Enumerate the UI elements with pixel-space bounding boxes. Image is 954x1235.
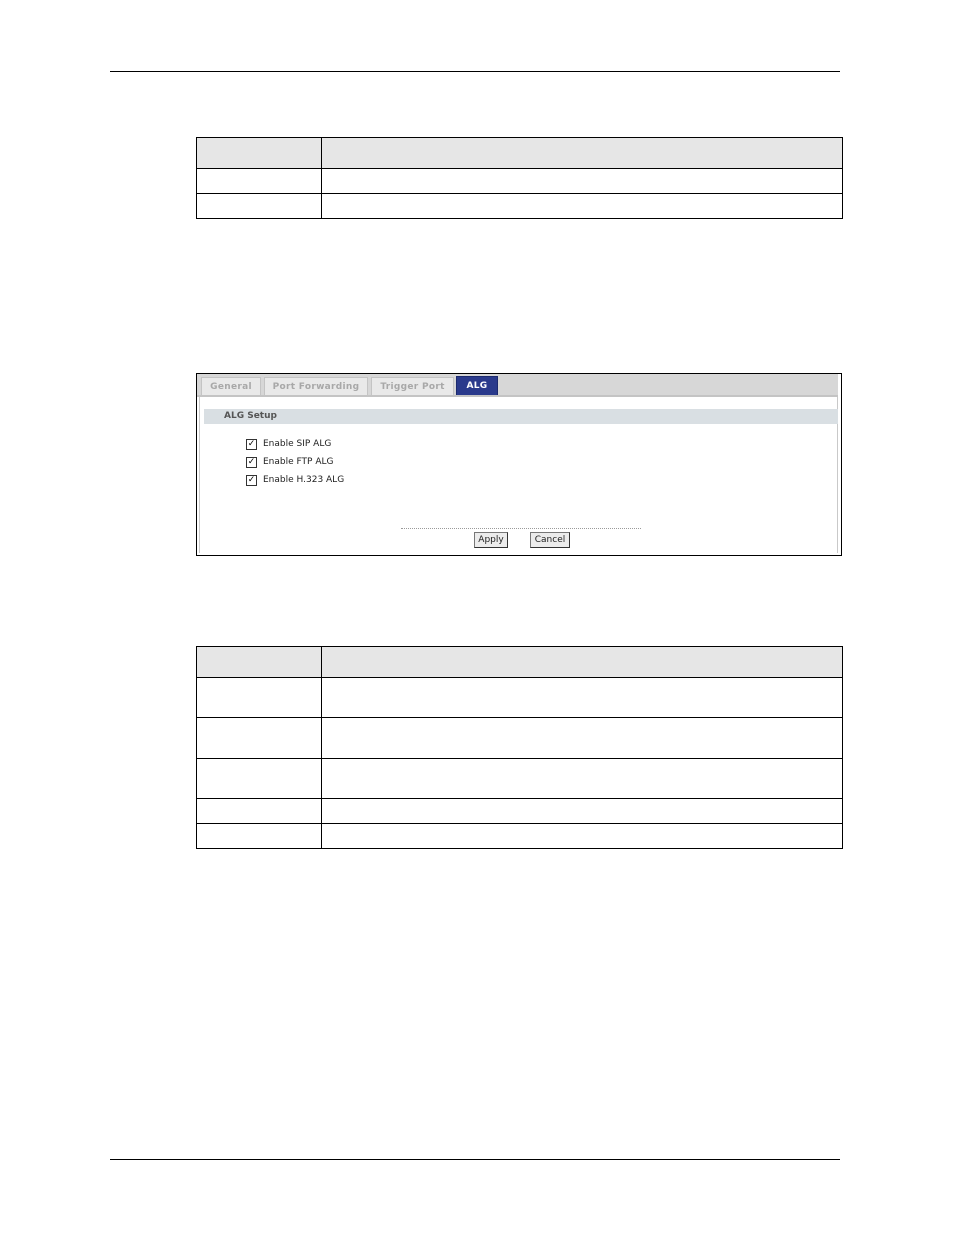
alg-screenshot bbox=[196, 373, 842, 556]
tab-alg[interactable]: ALG bbox=[456, 376, 498, 395]
table-cell bbox=[322, 194, 843, 219]
table-cell bbox=[197, 799, 322, 824]
table-cell bbox=[322, 718, 843, 759]
table-header-row bbox=[197, 647, 843, 678]
table-cell bbox=[197, 169, 322, 194]
table-cell bbox=[197, 718, 322, 759]
tab-general[interactable]: General bbox=[201, 377, 261, 395]
table-header-cell bbox=[322, 647, 843, 678]
checkbox-sip-alg[interactable]: ✓ bbox=[247, 439, 256, 449]
table-cell bbox=[322, 824, 843, 849]
footer-rule bbox=[110, 1159, 840, 1160]
table-row bbox=[197, 799, 843, 824]
tab-port-forwarding[interactable]: Port Forwarding bbox=[264, 377, 368, 395]
table-2 bbox=[196, 646, 843, 849]
option-label: Enable SIP ALG bbox=[263, 439, 332, 449]
table-cell bbox=[322, 799, 843, 824]
apply-button[interactable]: Apply bbox=[474, 532, 508, 548]
tab-bar bbox=[197, 374, 838, 397]
table-cell bbox=[197, 759, 322, 799]
table-row bbox=[197, 678, 843, 718]
section-title: ALG Setup bbox=[204, 409, 838, 424]
alg-content bbox=[199, 397, 838, 553]
table-row bbox=[197, 718, 843, 759]
table-row bbox=[197, 824, 843, 849]
header-rule bbox=[110, 71, 840, 72]
table-row bbox=[197, 759, 843, 799]
checkbox-ftp-alg[interactable]: ✓ bbox=[247, 457, 256, 467]
option-label: Enable FTP ALG bbox=[263, 457, 334, 467]
table-cell bbox=[197, 824, 322, 849]
table-1 bbox=[196, 137, 843, 219]
table-header-row bbox=[197, 138, 843, 169]
table-cell bbox=[197, 194, 322, 219]
table-cell bbox=[322, 759, 843, 799]
table-header-cell bbox=[322, 138, 843, 169]
table-header-cell bbox=[197, 647, 322, 678]
tab-trigger-port[interactable]: Trigger Port bbox=[371, 377, 454, 395]
table-header-cell bbox=[197, 138, 322, 169]
checkbox-h323-alg[interactable]: ✓ bbox=[247, 475, 256, 485]
option-label: Enable H.323 ALG bbox=[263, 475, 345, 485]
table-cell bbox=[322, 169, 843, 194]
table-cell bbox=[322, 678, 843, 718]
table-cell bbox=[197, 678, 322, 718]
table-row bbox=[197, 169, 843, 194]
table-row bbox=[197, 194, 843, 219]
cancel-button[interactable]: Cancel bbox=[530, 532, 570, 548]
divider bbox=[401, 528, 641, 529]
